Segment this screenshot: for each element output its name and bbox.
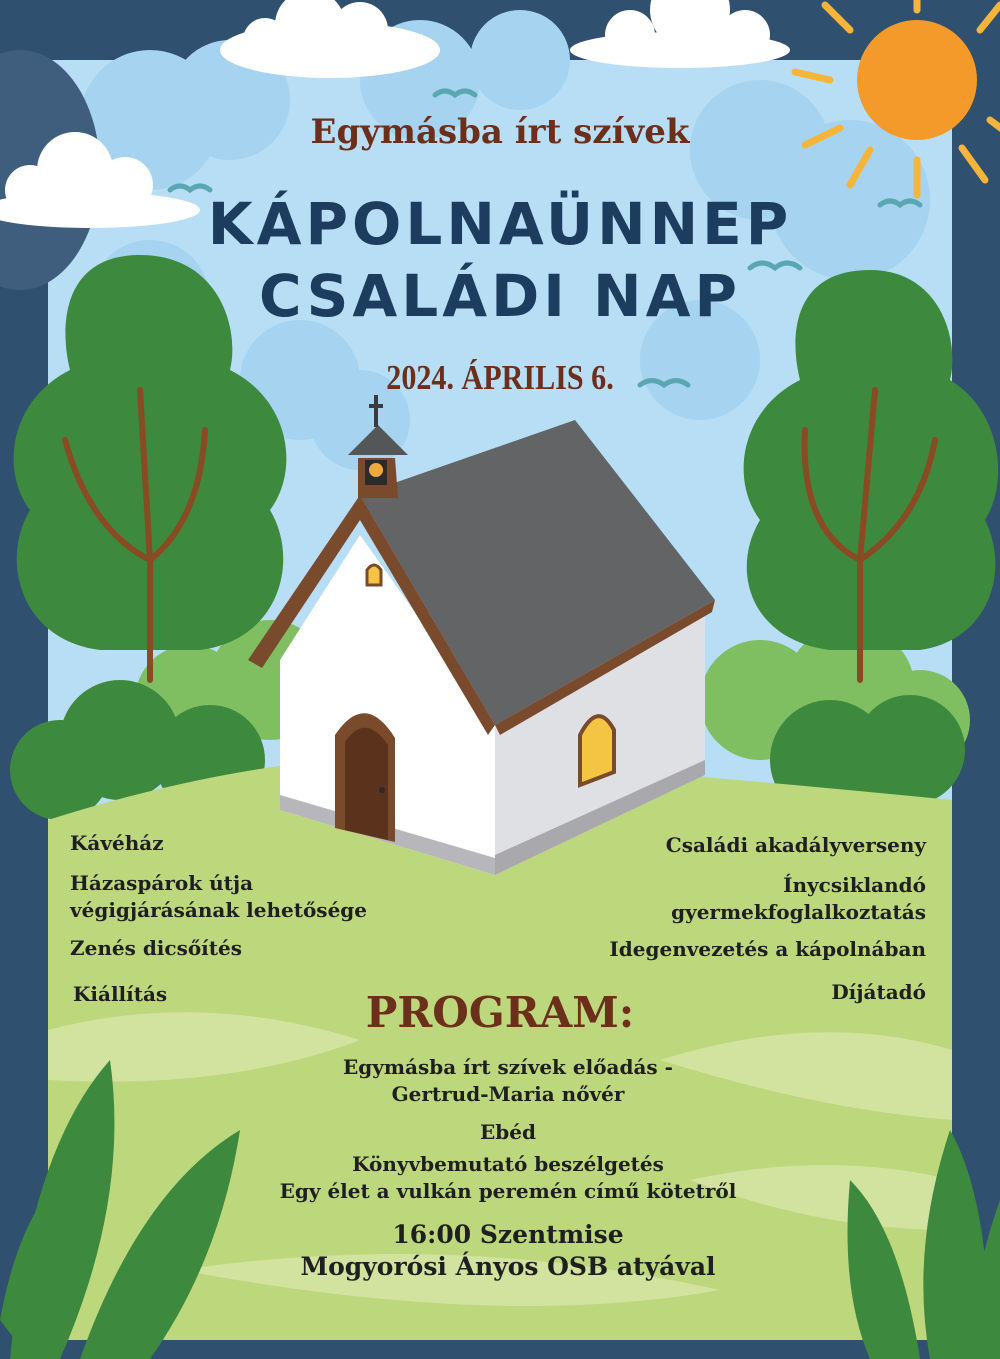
program-item-lunch [0,1119,1000,1146]
program-line: Egymásba írt szívek előadás - [343,1055,673,1079]
program-item-lecture [0,1054,1000,1108]
program-item-holy-mass [0,1219,1000,1283]
activity-line: Ínycsiklandó [783,873,926,897]
event-title-line-2: CSALÁDI NAP [258,262,741,330]
program-line: Ebéd [480,1120,536,1144]
program-line: Egy élet a vulkán peremén című kötetről [279,1179,737,1203]
activity-line: Zenés dicsőítés [70,936,242,960]
activity-line: Díjátadó [831,980,926,1004]
activity-line: Kávéház [70,831,164,855]
program-heading: PROGRAM: [365,988,635,1037]
activity-line: gyermekfoglalkoztatás [671,900,926,924]
activity-left-1 [70,830,164,857]
event-title-line-1: KÁPOLNAÜNNEP [207,190,793,258]
program-line: Mogyorósi Ányos OSB atyával [300,1252,716,1281]
activity-line: Idegenvezetés a kápolnában [609,937,926,961]
event-date: 2024. ÁPRILIS 6. [386,358,614,397]
program-line: Könyvbemutató beszélgetés [352,1152,664,1176]
activity-right-1 [666,832,926,859]
activity-left-3 [70,935,242,962]
activity-right-3 [609,936,926,963]
program-line: 16:00 Szentmise [392,1220,624,1249]
event-subtitle: Egymásba írt szívek [310,112,690,152]
program-item-book-presentation [0,1151,1000,1205]
activity-line: Kiállítás [73,982,168,1006]
activity-left-2 [70,870,367,924]
activity-line: Családi akadályverseny [665,833,926,857]
program-line: Gertrud-Maria nővér [391,1082,625,1106]
activity-line: Házaspárok útja [70,871,254,895]
activity-right-2 [671,872,926,926]
activity-line: végigjárásának lehetősége [70,898,368,922]
